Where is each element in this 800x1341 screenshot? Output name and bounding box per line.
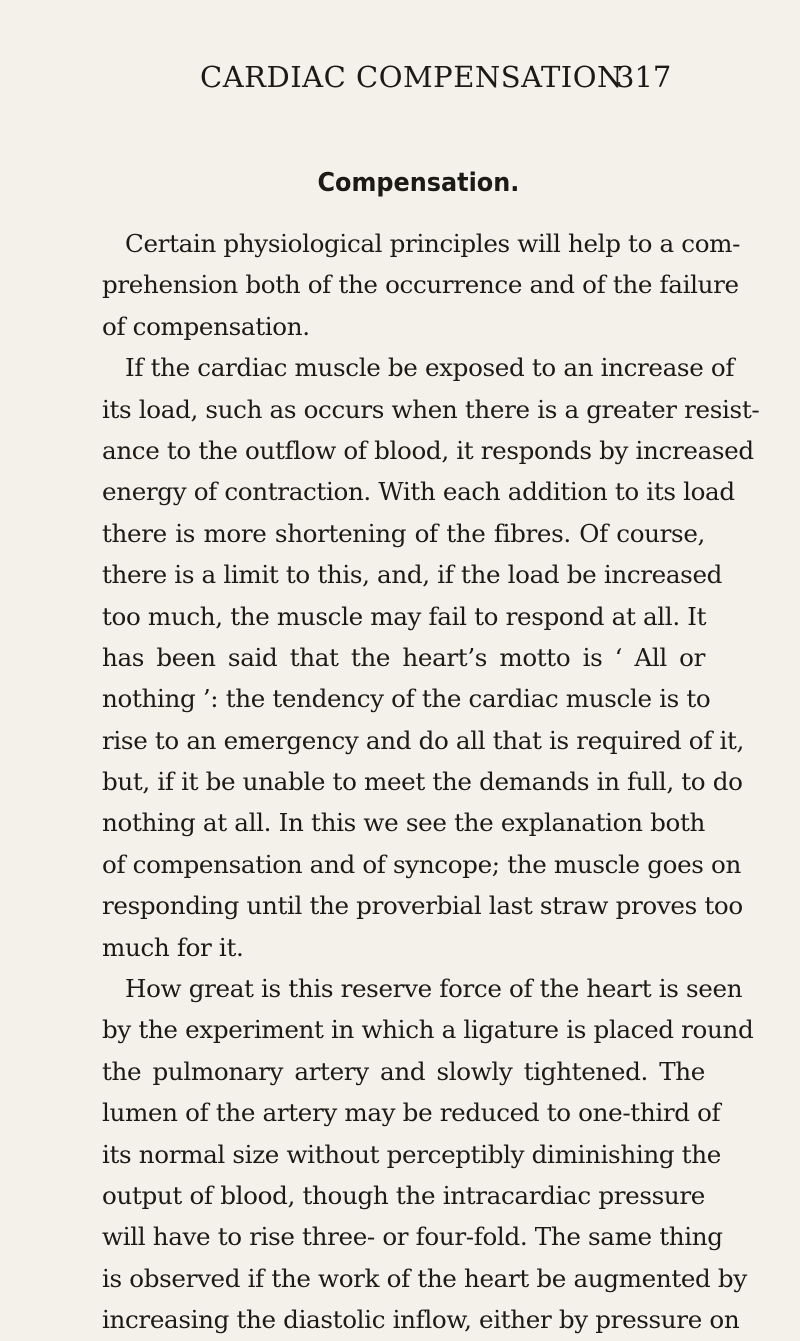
text-line: lumen of the artery may be reduced to one-third of <box>102 1098 721 1128</box>
text-line: How great is this reserve force of the heart is seen <box>125 974 743 1004</box>
text-line: by the experiment in which a ligature is placed round <box>102 1015 754 1045</box>
text-line: output of blood, though the intracardiac pressure <box>102 1180 705 1210</box>
text-line: of compensation and of syncope; the muscle goes on <box>102 849 741 879</box>
text-line: there is more shortening of the fibres. Of course, <box>102 518 705 548</box>
text-line: increasing the diastolic inflow, either by pressure on <box>102 1305 740 1335</box>
text-line: nothing at all. In this we see the explanation both <box>102 808 705 838</box>
text-line: of compensation. <box>102 311 310 341</box>
text-line: rise to an emergency and do all that is required of it, <box>102 725 744 755</box>
text-line: nothing ’: the tendency of the cardiac muscle is to <box>102 684 711 714</box>
text-line: but, if it be unable to meet the demands in full, to do <box>102 767 743 797</box>
page-number: 317 <box>616 60 672 94</box>
running-title: CARDIAC COMPENSATION <box>200 60 623 94</box>
text-line: the pulmonary artery and slowly tightened. The <box>102 1056 705 1086</box>
text-line: If the cardiac muscle be exposed to an increase of <box>125 353 735 383</box>
text-line: there is a limit to this, and, if the load be increased <box>102 560 723 590</box>
text-line: its normal size without perceptibly diminishing the <box>102 1139 721 1169</box>
body-text <box>102 223 760 1341</box>
text-line: prehension both of the occurrence and of the failure <box>102 270 739 300</box>
text-line: its load, such as occurs when there is a greater resist- <box>102 394 760 424</box>
text-line: is observed if the work of the heart be augmented by <box>102 1263 747 1293</box>
section-heading: Compensation. <box>317 168 520 198</box>
running-head <box>0 60 800 100</box>
text-line: responding until the proverbial last straw proves too <box>102 891 743 921</box>
text-line: much for it. <box>102 932 244 962</box>
text-line: has been said that the heart’s motto is ‘ All or <box>102 642 705 672</box>
text-line: energy of contraction. With each addition to its load <box>102 477 735 507</box>
text-line: will have to rise three- or four-fold. The same thing <box>102 1222 723 1252</box>
text-line: ance to the outflow of blood, it responds by increased <box>102 435 754 465</box>
text-line: Certain physiological principles will help to a com- <box>125 229 741 258</box>
text-line: too much, the muscle may fail to respond at all. It <box>102 601 707 631</box>
